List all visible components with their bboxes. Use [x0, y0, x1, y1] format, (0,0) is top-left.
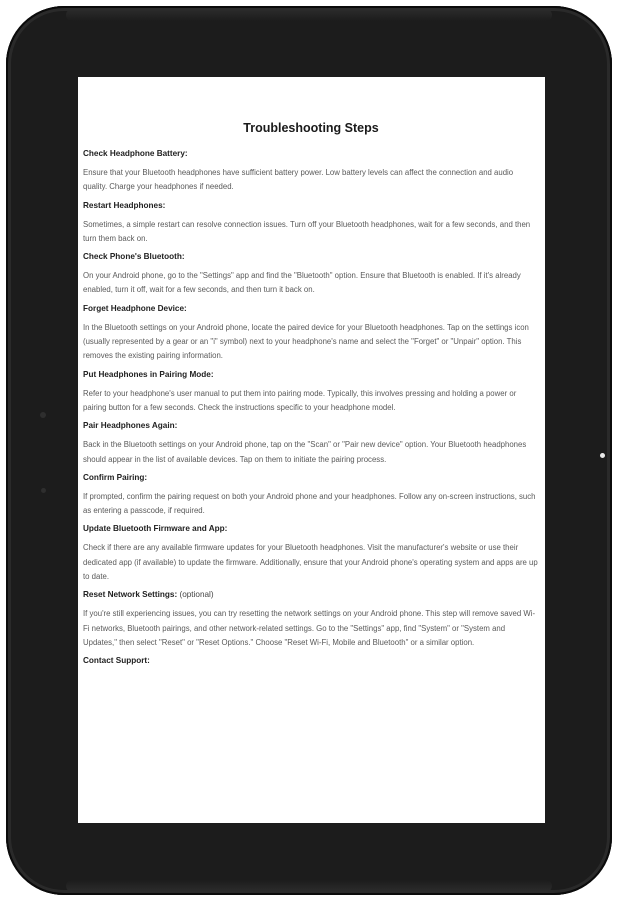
sensor-dot: [40, 412, 46, 418]
section-contact-support: [83, 656, 539, 666]
section-heading: [83, 656, 539, 666]
section-heading-text: Pair Headphones Again:: [83, 421, 178, 431]
section-body: Check if there are any available firmware updates for your Bluetooth headphones. Visit the manufacturer's website or use their dedicated app (if available) to update the firmware. Additionally, ensure that your Android phone's operating system and apps are up to date.: [83, 543, 538, 582]
section-heading-text: Check Phone's Bluetooth:: [83, 252, 185, 262]
tablet-screen[interactable]: [78, 77, 545, 823]
section-body: Back in the Bluetooth settings on your Android phone, tap on the "Scan" or "Pair new device" option. Your Bluetooth headphones should appear in the list of available devices. Tap on them to initiate the pairing process.: [83, 440, 527, 464]
section-pair-headphones-again: [83, 421, 539, 467]
section-heading: [83, 590, 539, 600]
section-restart-headphones: [83, 201, 539, 247]
section-heading: [83, 201, 539, 211]
section-heading-text: Put Headphones in Pairing Mode:: [83, 369, 214, 379]
section-heading-text: Update Bluetooth Firmware and App:: [83, 524, 228, 534]
section-reset-network-settings: [83, 590, 539, 650]
section-body: If you're still experiencing issues, you can try resetting the network settings on your Android phone. This step will remove saved Wi-Fi networks, Bluetooth pairings, and other network-related settings. Go to the "Settings" app, find "System" or "System and Updates," then select "Reset" or "Reset Options." Choose "Reset Wi-Fi, Mobile and Bluetooth" or a similar option.: [83, 609, 536, 647]
section-body: If prompted, confirm the pairing request on both your Android phone and your headphones. Follow any on-screen instructions, such as entering a passcode, if required.: [83, 491, 536, 516]
section-body: Ensure that your Bluetooth headphones have sufficient battery power. Low battery levels can affect the connection and audio quality. Charge your headphones if needed.: [83, 168, 514, 192]
section-heading: [83, 304, 539, 314]
section-heading: [83, 524, 539, 534]
section-update-bluetooth-firmware: [83, 524, 539, 584]
section-heading-text: Reset Network Settings:: [83, 590, 178, 600]
section-heading-text: Confirm Pairing:: [83, 472, 148, 482]
section-heading-text: Contact Support:: [83, 656, 150, 666]
section-heading-text: Check Headphone Battery:: [83, 149, 188, 158]
section-check-phone-bluetooth: [83, 252, 539, 298]
camera-dot: [600, 453, 605, 458]
troubleshooting-content: [78, 77, 545, 666]
section-heading: [83, 252, 539, 262]
section-heading-note: (optional): [177, 590, 214, 600]
section-body: In the Bluetooth settings on your Android phone, locate the paired device for your Bluetooth headphones. Tap on the settings icon (usually represented by a gear or an "i" symbol) next to your headphone's name and select the "Forget" or "Unpair" option. This removes the existing pairing information.: [83, 322, 529, 361]
page-title: Troubleshooting Steps: [243, 121, 379, 135]
section-heading: [83, 473, 539, 483]
section-heading: [83, 370, 539, 380]
section-put-headphones-in-pairing-mode: [83, 370, 539, 416]
sensor-dot: [41, 488, 46, 493]
section-heading-text: Forget Headphone Device:: [83, 303, 187, 313]
section-confirm-pairing: [83, 473, 539, 519]
section-heading-text: Restart Headphones:: [83, 200, 166, 210]
section-heading: [83, 421, 539, 431]
section-body: Refer to your headphone's user manual to put them into pairing mode. Typically, this involves pressing and holding a power or pairing button for a few seconds. Check the instructions specific to your headphone model.: [83, 388, 517, 412]
section-heading: [83, 149, 539, 159]
section-check-headphone-battery: [83, 149, 539, 195]
section-body: On your Android phone, go to the "Settings" app and find the "Bluetooth" option. Ensure that Bluetooth is enabled. If it's already enabled, turn it off, wait for a few seconds, and then turn it back on.: [83, 271, 521, 295]
section-body: Sometimes, a simple restart can resolve connection issues. Turn off your Bluetooth headphones, wait for a few seconds, and then turn them back on.: [83, 219, 531, 243]
section-forget-headphone-device: [83, 304, 539, 364]
